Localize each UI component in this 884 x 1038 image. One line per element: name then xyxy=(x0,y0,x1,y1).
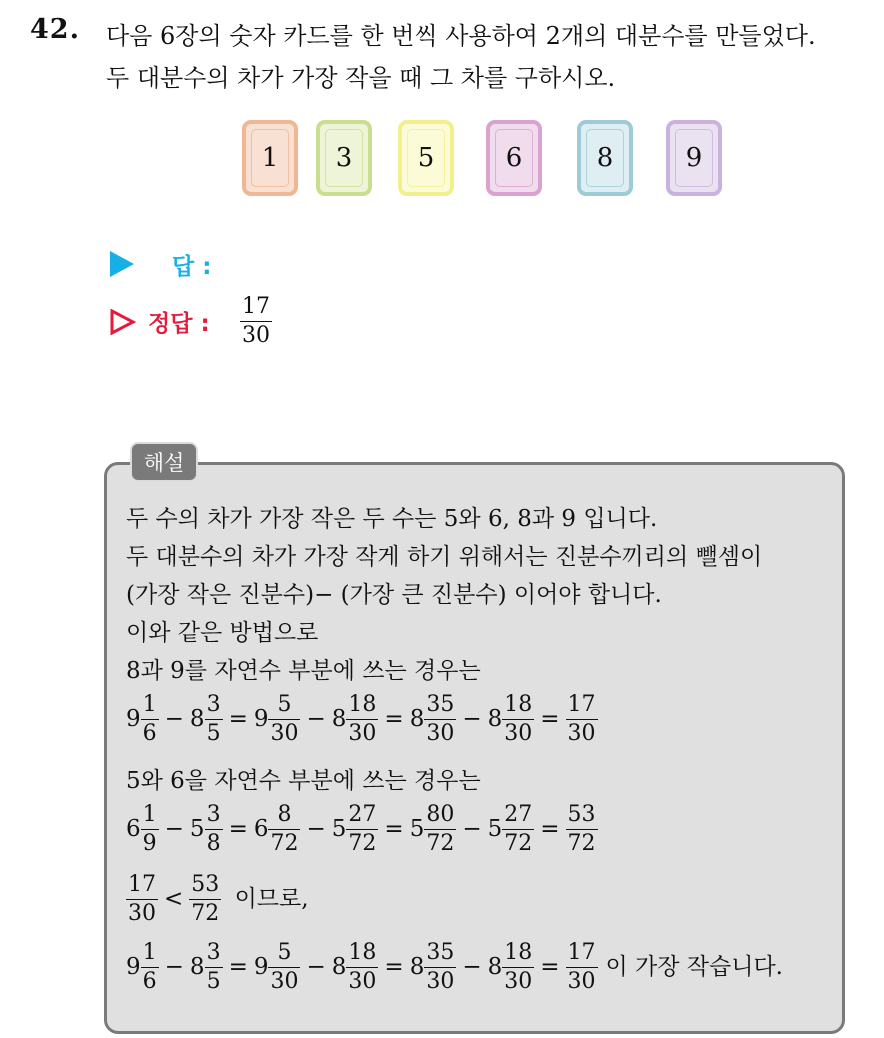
denominator: 30 xyxy=(567,969,596,994)
solution-line: 두 대분수의 차가 가장 작게 하기 위해서는 진분수끼리의 뺄셈이 xyxy=(126,544,763,570)
solution-line: (가장 작은 진분수)− (가장 큰 진분수) 이어야 합니다. xyxy=(126,582,662,608)
minus-sign: − xyxy=(164,706,184,732)
equation-2 xyxy=(126,804,598,855)
numerator: 1 xyxy=(142,692,157,717)
card-value: 1 xyxy=(261,143,279,173)
denominator: 30 xyxy=(426,969,455,994)
numerator: 3 xyxy=(206,940,221,965)
fraction xyxy=(566,694,598,745)
solution-line: 5와 6을 자연수 부분에 쓰는 경우는 xyxy=(126,768,481,794)
fraction xyxy=(346,804,378,855)
denominator: 6 xyxy=(142,969,157,994)
whole-number: 9 xyxy=(126,954,141,980)
fraction xyxy=(346,694,378,745)
whole-number: 8 xyxy=(487,954,503,980)
denominator: 30 xyxy=(567,721,596,746)
fraction xyxy=(141,804,159,855)
numerator: 53 xyxy=(191,872,220,897)
whole-number: 5 xyxy=(409,816,425,842)
fraction xyxy=(126,874,158,925)
solution-line: 두 수의 차가 가장 작은 두 수는 5와 6, 8과 9 입니다. xyxy=(126,506,658,532)
denominator: 30 xyxy=(270,721,299,746)
fraction xyxy=(141,942,159,993)
equals-sign: = xyxy=(384,954,404,980)
denominator: 30 xyxy=(348,969,377,994)
numerator: 3 xyxy=(206,692,221,717)
equals-sign: = xyxy=(540,954,560,980)
fraction xyxy=(268,942,300,993)
comparison-text: 이므로, xyxy=(234,886,309,912)
numerator: 18 xyxy=(504,692,533,717)
question-text-line-1: 다음 6장의 숫자 카드를 한 번씩 사용하여 2개의 대분수를 만들었다. xyxy=(106,22,816,50)
denominator: 30 xyxy=(504,969,533,994)
outline-triangle-icon xyxy=(110,309,136,335)
numerator: 35 xyxy=(426,692,455,717)
denominator: 30 xyxy=(242,323,270,348)
denominator: 30 xyxy=(504,721,533,746)
card-value: 9 xyxy=(685,143,703,173)
equation-1 xyxy=(126,694,598,745)
denominator: 6 xyxy=(142,721,157,746)
numerator: 18 xyxy=(348,940,377,965)
equals-sign: = xyxy=(228,954,248,980)
equation-3 xyxy=(126,942,783,993)
numerator: 18 xyxy=(504,940,533,965)
question-number: 42. xyxy=(30,14,80,45)
play-triangle-icon xyxy=(110,251,134,277)
numerator: 8 xyxy=(277,802,292,827)
number-card xyxy=(577,120,633,196)
number-card xyxy=(316,120,372,196)
number-cards xyxy=(0,120,884,200)
equals-sign: = xyxy=(228,816,248,842)
minus-sign: − xyxy=(462,816,482,842)
question-text-line-2: 두 대분수의 차가 가장 작을 때 그 차를 구하시오. xyxy=(106,64,616,92)
numerator: 5 xyxy=(277,692,292,717)
fraction xyxy=(205,942,223,993)
whole-number: 8 xyxy=(487,706,503,732)
whole-number: 5 xyxy=(487,816,503,842)
fraction xyxy=(205,694,223,745)
denominator: 72 xyxy=(270,831,299,856)
numerator: 17 xyxy=(128,872,156,897)
denominator: 5 xyxy=(206,969,221,994)
fraction xyxy=(424,942,456,993)
minus-sign: − xyxy=(306,816,326,842)
minus-sign: − xyxy=(306,706,326,732)
numerator: 80 xyxy=(426,802,455,827)
denominator: 72 xyxy=(191,901,220,926)
correct-answer-label: 정답 : xyxy=(148,311,210,337)
number-card xyxy=(242,120,298,196)
equals-sign: = xyxy=(540,706,560,732)
numerator: 53 xyxy=(567,802,596,827)
fraction xyxy=(189,874,221,925)
denominator: 9 xyxy=(142,831,157,856)
correct-answer-fraction xyxy=(240,296,272,347)
fraction xyxy=(268,694,300,745)
whole-number: 8 xyxy=(409,954,425,980)
card-value: 8 xyxy=(596,143,614,173)
fraction xyxy=(424,694,456,745)
whole-number: 8 xyxy=(189,954,205,980)
denominator: 30 xyxy=(128,901,156,926)
denominator: 72 xyxy=(504,831,533,856)
number-card xyxy=(398,120,454,196)
whole-number: 9 xyxy=(253,954,269,980)
fraction xyxy=(502,694,534,745)
numerator: 1 xyxy=(142,940,157,965)
numerator: 27 xyxy=(504,802,533,827)
denominator: 72 xyxy=(426,831,455,856)
equals-sign: = xyxy=(384,706,404,732)
whole-number: 6 xyxy=(126,816,141,842)
fraction xyxy=(502,942,534,993)
fraction xyxy=(424,804,456,855)
answer-label: 답 : xyxy=(172,254,212,280)
solution-tag: 해설 xyxy=(130,442,198,482)
comparison xyxy=(126,874,309,925)
fraction xyxy=(566,942,598,993)
equals-sign: = xyxy=(540,816,560,842)
whole-number: 6 xyxy=(253,816,269,842)
numerator: 17 xyxy=(242,294,270,319)
fraction xyxy=(205,804,223,855)
numerator: 18 xyxy=(348,692,377,717)
denominator: 8 xyxy=(206,831,221,856)
minus-sign: − xyxy=(462,954,482,980)
card-value: 5 xyxy=(417,143,435,173)
denominator: 30 xyxy=(426,721,455,746)
whole-number: 9 xyxy=(253,706,269,732)
minus-sign: − xyxy=(306,954,326,980)
denominator: 5 xyxy=(206,721,221,746)
whole-number: 8 xyxy=(331,954,347,980)
minus-sign: − xyxy=(164,954,184,980)
whole-number: 9 xyxy=(126,706,141,732)
numerator: 5 xyxy=(277,940,292,965)
minus-sign: − xyxy=(164,816,184,842)
number-card xyxy=(486,120,542,196)
numerator: 3 xyxy=(206,802,221,827)
whole-number: 5 xyxy=(189,816,205,842)
fraction xyxy=(502,804,534,855)
whole-number: 5 xyxy=(331,816,347,842)
numerator: 1 xyxy=(142,802,157,827)
equals-sign: = xyxy=(384,816,404,842)
fraction xyxy=(566,804,598,855)
solution-line: 8과 9를 자연수 부분에 쓰는 경우는 xyxy=(126,658,481,684)
solution-line: 이와 같은 방법으로 xyxy=(126,620,319,646)
less-than-sign: < xyxy=(164,886,184,912)
whole-number: 8 xyxy=(331,706,347,732)
denominator: 30 xyxy=(348,721,377,746)
minus-sign: − xyxy=(462,706,482,732)
numerator: 17 xyxy=(567,692,596,717)
denominator: 30 xyxy=(270,969,299,994)
denominator: 72 xyxy=(567,831,596,856)
card-value: 3 xyxy=(335,143,353,173)
whole-number: 8 xyxy=(189,706,205,732)
fraction xyxy=(141,694,159,745)
fraction xyxy=(346,942,378,993)
card-value: 6 xyxy=(505,143,523,173)
equation-tail-text: 이 가장 작습니다. xyxy=(605,954,783,980)
numerator: 35 xyxy=(426,940,455,965)
equals-sign: = xyxy=(228,706,248,732)
numerator: 17 xyxy=(567,940,596,965)
number-card xyxy=(666,120,722,196)
fraction xyxy=(268,804,300,855)
whole-number: 8 xyxy=(409,706,425,732)
denominator: 72 xyxy=(348,831,377,856)
numerator: 27 xyxy=(348,802,377,827)
